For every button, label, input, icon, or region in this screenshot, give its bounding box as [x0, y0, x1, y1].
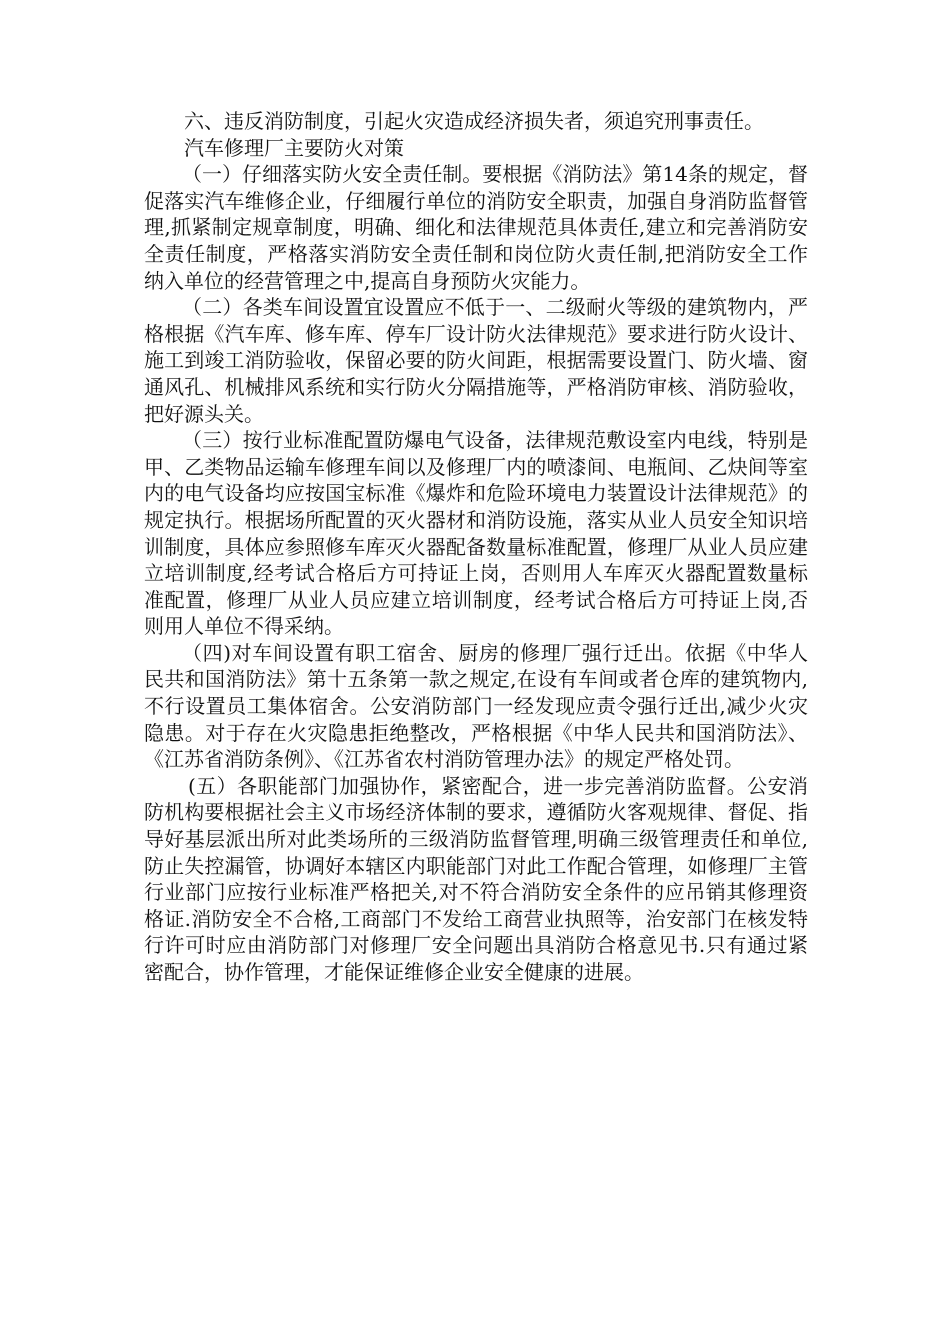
- paragraph-measure-1: （一）仔细落实防火安全责任制。要根据《消防法》第14条的规定，督促落实汽车维修企业，仔细履行单位的消防安全职责，加强自身消防监督管理,抓紧制定规章制度，明确、细化和法律规范具体责任,建立和完善消防安全责任制度，严格落实消防安全责任制和岗位防火责任制,把消防安全工作纳入单位的经营管理之中,提高自身预防火灾能力。: [144, 162, 808, 293]
- paragraph-measure-5: (五）各职能部门加强协作，紧密配合，进一步完善消防监督。公安消防机构要根据社会主义市场经济体制的要求，遵循防火客观规律、督促、指导好基层派出所对此类场所的三级消防监督管理,明确三级管理责任和单位,防止失控漏管，协调好本辖区内职能部门对此工作配合管理，如修理厂主管行业部门应按行业标准严格把关,对不符合消防安全条件的应吊销其修理资格证.消防安全不合格,工商部门不发给工商营业执照等，治安部门在核发特行许可时应由消防部门对修理厂安全问题出具消防合格意见书.只有通过紧密配合，协作管理，才能保证维修企业安全健康的进展。: [144, 773, 808, 984]
- paragraph-measure-3: （三）按行业标准配置防爆电气设备，法律规范敷设室内电线，特别是甲、乙类物品运输车修理车间以及修理厂内的喷漆间、电瓶间、乙炔间等室内的电气设备均应按国宝标准《爆炸和危险环境电力装置设计法律规范》的规定执行。根据场所配置的灭火器材和消防设施，落实从业人员安全知识培训制度，具体应参照修车库灭火器配备数量标准配置，修理厂从业人员应建立培训制度,经考试合格后方可持证上岗，否则用人车库灭火器配置数量标准配置，修理厂从业人员应建立培训制度，经考试合格后方可持证上岗,否则用人单位不得采纳。: [144, 428, 808, 639]
- paragraph-penalty-clause: 六、违反消防制度，引起火灾造成经济损失者，须追究刑事责任。: [184, 109, 764, 133]
- document-body: [144, 108, 808, 986]
- section-heading: 汽车修理厂主要防火对策: [184, 135, 404, 160]
- paragraph-measure-4: （四)对车间设置有职工宿舍、厨房的修理厂强行迁出。依据《中华人民共和国消防法》第十五条第一款之规定,在设有车间或者仓库的建筑物内,不行设置员工集体宿舍。公安消防部门一经发现应责令强行迁出,减少火灾隐患。对于存在火灾隐患拒绝整改，严格根据《中华人民共和国消防法》、《江苏省消防条例》、《江苏省农村消防管理办法》的规定严格处罚。: [144, 640, 808, 772]
- paragraph-measure-2: （二）各类车间设置宜设置应不低于一、二级耐火等级的建筑物内，严格根据《汽车库、修车库、停车厂设计防火法律规范》要求进行防火设计、施工到竣工消防验收，保留必要的防火间距，根据需要设置门、防火墙、窗通风孔、机械排风系统和实行防火分隔措施等，严格消防审核、消防验收，把好源头关。: [144, 295, 808, 426]
